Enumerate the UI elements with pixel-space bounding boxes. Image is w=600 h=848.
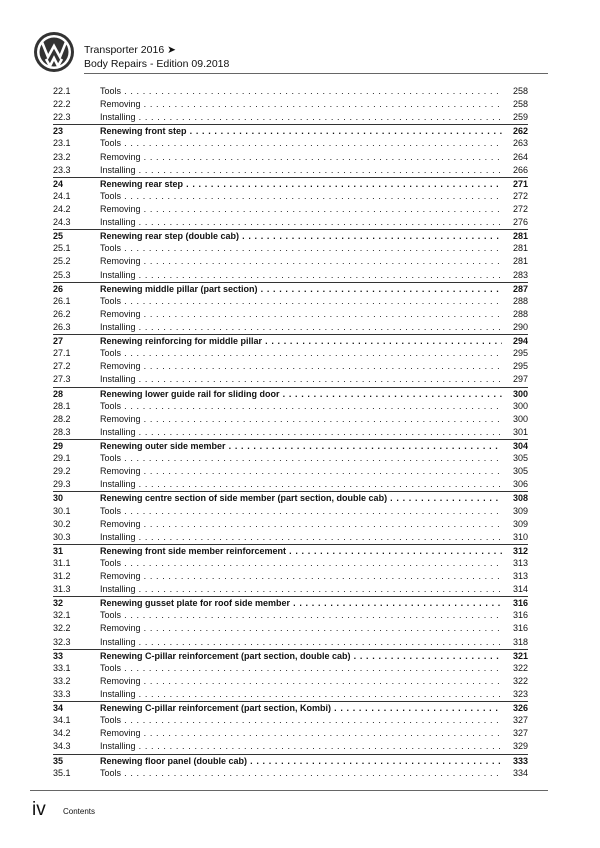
toc-entry-leader: [100, 203, 502, 216]
toc-entry-title: Installing: [100, 531, 136, 542]
toc-entry-title: Renewing floor panel (double cab): [100, 755, 248, 766]
toc-entry-number: 23.1: [53, 138, 71, 149]
toc-entry-page: 295: [512, 348, 528, 359]
toc-entry-number: 33.1: [53, 662, 71, 673]
toc-entry-leader: [100, 230, 502, 243]
toc-entry-number: 32: [53, 598, 64, 609]
toc-entry-page: 300: [512, 400, 528, 411]
toc-entry-page: 327: [512, 728, 528, 739]
toc-entry-row[interactable]: [53, 531, 528, 544]
toc-entry-number: 23.3: [53, 164, 71, 175]
toc-entry-leader: [100, 545, 502, 558]
toc-chapter-row[interactable]: [53, 544, 528, 557]
toc-entry-page: 294: [512, 336, 528, 347]
toc-entry-page: 322: [512, 662, 528, 673]
toc-entry-row[interactable]: [53, 255, 528, 268]
toc-entry-row[interactable]: [53, 373, 528, 386]
footer-label: Contents: [63, 807, 96, 816]
toc-entry-leader: [100, 727, 502, 740]
toc-entry-leader: [100, 111, 502, 124]
toc-entry-title: Removing: [100, 571, 141, 582]
toc-entry-leader: [100, 688, 502, 701]
toc-entry-number: 27: [53, 336, 64, 347]
toc-entry-title: Renewing gusset plate for roof side member: [100, 598, 291, 609]
toc-entry-title: Tools: [100, 400, 122, 411]
toc-entry-title: Tools: [100, 715, 122, 726]
toc-entry-title: Removing: [100, 466, 141, 477]
toc-entry-leader: [100, 755, 502, 768]
toc-entry-row[interactable]: [53, 452, 528, 465]
toc-entry-page: 266: [512, 164, 528, 175]
toc-entry-leader: [100, 85, 502, 98]
toc-entry-leader: [100, 98, 502, 111]
toc-entry-title: Renewing C-pillar reinforcement (part section, double cab): [100, 650, 351, 661]
toc-entry-leader: [100, 164, 502, 177]
toc-entry-number: 30: [53, 493, 64, 504]
toc-entry-row[interactable]: [53, 478, 528, 491]
toc-entry-page: 271: [512, 178, 528, 189]
toc-entry-leader: [100, 426, 502, 439]
toc-entry-number: 30.2: [53, 518, 71, 529]
toc-entry-number: 28.2: [53, 413, 71, 424]
toc-entry-title: Tools: [100, 610, 122, 621]
toc-entry-number: 24: [53, 178, 64, 189]
toc-entry-number: 26: [53, 283, 64, 294]
toc-entry-leader: [100, 636, 502, 649]
toc-entry-leader: [100, 767, 502, 780]
toc-entry-leader: [100, 125, 502, 138]
toc-entry-page: 333: [512, 755, 528, 766]
toc-entry-leader: [100, 308, 502, 321]
toc-entry-page: 329: [512, 741, 528, 752]
toc-entry-page: 281: [512, 243, 528, 254]
toc-entry-title: Renewing front step: [100, 126, 187, 137]
toc-entry-row[interactable]: [53, 714, 528, 727]
toc-entry-page: 272: [512, 190, 528, 201]
toc-entry-number: 29: [53, 440, 64, 451]
toc-entry-title: Removing: [100, 728, 141, 739]
toc-entry-leader: [100, 242, 502, 255]
footer-divider: [30, 790, 548, 791]
toc-entry-number: 28: [53, 388, 64, 399]
toc-entry-page: 310: [512, 531, 528, 542]
toc-entry-title: Installing: [100, 374, 136, 385]
toc-entry-leader: [100, 740, 502, 753]
toc-entry-title: Renewing reinforcing for middle pillar: [100, 336, 263, 347]
toc-entry-title: Installing: [100, 426, 136, 437]
toc-entry-title: Tools: [100, 190, 122, 201]
toc-entry-page: 297: [512, 374, 528, 385]
toc-entry-row[interactable]: [53, 465, 528, 478]
toc-entry-title: Removing: [100, 203, 141, 214]
toc-entry-title: Installing: [100, 269, 136, 280]
toc-entry-title: Tools: [100, 295, 122, 306]
toc-entry-number: 25.2: [53, 256, 71, 267]
toc-entry-row[interactable]: [53, 151, 528, 164]
toc-entry-number: 31.2: [53, 571, 71, 582]
toc-entry-title: Renewing rear step: [100, 178, 184, 189]
toc-entry-page: 326: [512, 703, 528, 714]
toc-entry-leader: [100, 609, 502, 622]
toc-entry-number: 26.1: [53, 295, 71, 306]
toc-entry-page: 287: [512, 283, 528, 294]
toc-entry-number: 25.1: [53, 243, 71, 254]
toc-entry-number: 31.1: [53, 557, 71, 568]
toc-entry-page: 321: [512, 650, 528, 661]
toc-entry-number: 24.1: [53, 190, 71, 201]
toc-chapter-row[interactable]: [53, 754, 528, 767]
toc-entry-page: 316: [512, 623, 528, 634]
toc-entry-title: Removing: [100, 623, 141, 634]
toc-entry-row[interactable]: [53, 675, 528, 688]
toc-entry-number: 29.2: [53, 466, 71, 477]
toc-entry-row[interactable]: [53, 557, 528, 570]
toc-entry-title: Tools: [100, 348, 122, 359]
toc-entry-leader: [100, 465, 502, 478]
toc-entry-row[interactable]: [53, 609, 528, 622]
toc-entry-leader: [100, 347, 502, 360]
toc-entry-leader: [100, 675, 502, 688]
toc-entry-row[interactable]: [53, 570, 528, 583]
toc-entry-number: 27.2: [53, 361, 71, 372]
toc-entry-number: 35.1: [53, 767, 71, 778]
toc-entry-leader: [100, 518, 502, 531]
toc-entry-row[interactable]: [53, 727, 528, 740]
toc-entry-page: 300: [512, 413, 528, 424]
toc-entry-row[interactable]: [53, 295, 528, 308]
toc-entry-leader: [100, 452, 502, 465]
toc-entry-leader: [100, 505, 502, 518]
toc-entry-page: 309: [512, 518, 528, 529]
toc-chapter-row[interactable]: [53, 701, 528, 714]
toc-entry-row[interactable]: [53, 662, 528, 675]
toc-entry-page: 334: [512, 767, 528, 778]
toc-entry-leader: [100, 255, 502, 268]
toc-entry-number: 26.2: [53, 308, 71, 319]
toc-entry-number: 32.3: [53, 636, 71, 647]
toc-entry-leader: [100, 190, 502, 203]
toc-entry-page: 288: [512, 295, 528, 306]
toc-entry-row[interactable]: [53, 242, 528, 255]
toc-entry-number: 25: [53, 231, 64, 242]
toc-entry-title: Installing: [100, 164, 136, 175]
toc-entry-title: Tools: [100, 505, 122, 516]
toc-entry-page: 295: [512, 361, 528, 372]
toc-entry-title: Tools: [100, 86, 122, 96]
toc-entry-page: 312: [512, 545, 528, 556]
toc-entry-page: 323: [512, 689, 528, 700]
toc-entry-leader: [100, 373, 502, 386]
toc-entry-title: Tools: [100, 138, 122, 149]
toc-entry-page: 288: [512, 308, 528, 319]
page-footer: [0, 790, 600, 830]
toc-chapter-row[interactable]: [53, 334, 528, 347]
toc-entry-title: Installing: [100, 584, 136, 595]
toc-entry-leader: [100, 413, 502, 426]
toc-entry-title: Removing: [100, 361, 141, 372]
toc-entry-title: Renewing lower guide rail for sliding door: [100, 388, 280, 399]
toc-entry-page: 300: [512, 388, 528, 399]
toc-entry-page: 314: [512, 584, 528, 595]
toc-entry-leader: [100, 583, 502, 596]
toc-entry-page: 304: [512, 440, 528, 451]
toc-entry-title: Renewing rear step (double cab): [100, 231, 240, 242]
toc-entry-row[interactable]: [53, 688, 528, 701]
toc-entry-title: Installing: [100, 321, 136, 332]
toc-entry-number: 31.3: [53, 584, 71, 595]
toc-entry-page: 272: [512, 203, 528, 214]
toc-entry-page: 262: [512, 126, 528, 137]
toc-entry-title: Removing: [100, 518, 141, 529]
document-subtitle: Body Repairs - Edition 09.2018: [84, 58, 230, 70]
toc-entry-leader: [100, 492, 502, 505]
toc-entry-number: 25.3: [53, 269, 71, 280]
toc-entry-number: 33: [53, 650, 64, 661]
toc-entry-page: 305: [512, 466, 528, 477]
toc-entry-leader: [100, 440, 502, 453]
toc-entry-page: 259: [512, 112, 528, 123]
page-number: iv: [32, 799, 46, 820]
toc-entry-page: 306: [512, 479, 528, 490]
toc-entry-leader: [100, 702, 502, 715]
toc-entry-page: 309: [512, 505, 528, 516]
toc-entry-number: 35: [53, 755, 64, 766]
toc-entry-leader: [100, 178, 502, 191]
toc-entry-leader: [100, 531, 502, 544]
toc-entry-number: 26.3: [53, 321, 71, 332]
toc-entry-number: 32.1: [53, 610, 71, 621]
toc-entry-title: Tools: [100, 767, 122, 778]
toc-entry-leader: [100, 335, 502, 348]
toc-entry-number: 23.2: [53, 151, 71, 162]
toc-entry-row[interactable]: [53, 360, 528, 373]
toc-entry-number: 24.2: [53, 203, 71, 214]
toc-entry-title: Installing: [100, 636, 136, 647]
toc-entry-page: 281: [512, 256, 528, 267]
toc-entry-number: 30.1: [53, 505, 71, 516]
toc-entry-number: 34.3: [53, 741, 71, 752]
document-title: Transporter 2016 ➤: [84, 44, 176, 56]
toc-entry-row[interactable]: [53, 216, 528, 229]
header-divider: [84, 73, 548, 74]
toc-entry-row[interactable]: [53, 98, 528, 111]
toc-chapter-row[interactable]: [53, 282, 528, 295]
toc-entry-number: 33.3: [53, 689, 71, 700]
toc-entry-title: Removing: [100, 675, 141, 686]
toc-entry-page: 281: [512, 231, 528, 242]
toc-entry-number: 30.3: [53, 531, 71, 542]
toc-entry-number: 31: [53, 545, 64, 556]
toc-entry-title: Tools: [100, 662, 122, 673]
toc-entry-row[interactable]: [53, 505, 528, 518]
toc-entry-title: Removing: [100, 413, 141, 424]
toc-entry-page: 276: [512, 217, 528, 228]
toc-entry-leader: [100, 557, 502, 570]
toc-entry-row[interactable]: [53, 85, 528, 98]
vw-logo-icon: [33, 31, 75, 73]
toc-entry-page: 313: [512, 557, 528, 568]
toc-entry-title: Installing: [100, 689, 136, 700]
toc-entry-number: 27.3: [53, 374, 71, 385]
toc-entry-page: 322: [512, 675, 528, 686]
toc-entry-title: Installing: [100, 112, 136, 123]
toc-entry-leader: [100, 269, 502, 282]
toc-entry-title: Installing: [100, 479, 136, 490]
toc-chapter-row[interactable]: [53, 177, 528, 190]
table-of-contents: [53, 85, 528, 780]
toc-entry-title: Installing: [100, 217, 136, 228]
toc-chapter-row[interactable]: [53, 124, 528, 137]
toc-entry-title: Installing: [100, 741, 136, 752]
toc-entry-leader: [100, 622, 502, 635]
toc-entry-leader: [100, 650, 502, 663]
toc-entry-title: Renewing front side member reinforcement: [100, 545, 287, 556]
toc-entry-number: 23: [53, 126, 64, 137]
toc-entry-number: 28.1: [53, 400, 71, 411]
toc-entry-leader: [100, 137, 502, 150]
toc-entry-title: Removing: [100, 256, 141, 267]
toc-entry-title: Removing: [100, 151, 141, 162]
toc-entry-leader: [100, 570, 502, 583]
toc-entry-row[interactable]: [53, 583, 528, 596]
toc-entry-title: Removing: [100, 308, 141, 319]
toc-entry-title: Renewing C-pillar reinforcement (part section, Kombi): [100, 703, 332, 714]
toc-entry-number: 22.3: [53, 112, 71, 123]
toc-entry-number: 29.1: [53, 453, 71, 464]
toc-entry-row[interactable]: [53, 269, 528, 282]
toc-entry-page: 283: [512, 269, 528, 280]
toc-entry-leader: [100, 216, 502, 229]
toc-entry-page: 308: [512, 493, 528, 504]
toc-entry-title: Removing: [100, 99, 141, 110]
toc-chapter-row[interactable]: [53, 596, 528, 609]
toc-chapter-row[interactable]: [53, 229, 528, 242]
toc-entry-title: Tools: [100, 243, 122, 254]
toc-entry-number: 22.2: [53, 99, 71, 110]
toc-chapter-row[interactable]: [53, 387, 528, 400]
toc-entry-title: Tools: [100, 453, 122, 464]
toc-entry-row[interactable]: [53, 190, 528, 203]
toc-chapter-row[interactable]: [53, 649, 528, 662]
toc-entry-page: 305: [512, 453, 528, 464]
toc-entry-row[interactable]: [53, 426, 528, 439]
toc-entry-title: Tools: [100, 557, 122, 568]
toc-entry-page: 258: [512, 86, 528, 96]
toc-entry-row[interactable]: [53, 347, 528, 360]
toc-entry-page: 316: [512, 610, 528, 621]
toc-entry-row[interactable]: [53, 164, 528, 177]
toc-entry-page: 316: [512, 598, 528, 609]
toc-entry-page: 301: [512, 426, 528, 437]
toc-entry-row[interactable]: [53, 413, 528, 426]
page-header: [0, 0, 600, 84]
toc-entry-row[interactable]: [53, 636, 528, 649]
toc-entry-page: 318: [512, 636, 528, 647]
toc-entry-row[interactable]: [53, 767, 528, 780]
toc-entry-page: 258: [512, 99, 528, 110]
toc-entry-number: 24.3: [53, 217, 71, 228]
toc-entry-leader: [100, 388, 502, 401]
toc-entry-leader: [100, 321, 502, 334]
toc-entry-leader: [100, 151, 502, 164]
toc-entry-page: 313: [512, 571, 528, 582]
toc-entry-row[interactable]: [53, 137, 528, 150]
toc-entry-row[interactable]: [53, 518, 528, 531]
toc-entry-row[interactable]: [53, 622, 528, 635]
toc-entry-row[interactable]: [53, 321, 528, 334]
toc-entry-number: 29.3: [53, 479, 71, 490]
toc-entry-leader: [100, 478, 502, 491]
toc-entry-page: 327: [512, 715, 528, 726]
toc-entry-leader: [100, 295, 502, 308]
toc-entry-row[interactable]: [53, 400, 528, 413]
toc-entry-number: 34: [53, 703, 64, 714]
toc-entry-number: 32.2: [53, 623, 71, 634]
toc-entry-row[interactable]: [53, 740, 528, 753]
toc-entry-page: 263: [512, 138, 528, 149]
toc-entry-row[interactable]: [53, 111, 528, 124]
toc-entry-number: 34.1: [53, 715, 71, 726]
toc-chapter-row[interactable]: [53, 491, 528, 504]
toc-entry-number: 34.2: [53, 728, 71, 739]
toc-entry-page: 290: [512, 321, 528, 332]
toc-entry-leader: [100, 360, 502, 373]
toc-entry-title: Renewing outer side member: [100, 440, 226, 451]
toc-entry-row[interactable]: [53, 203, 528, 216]
toc-entry-number: 22.1: [53, 86, 71, 96]
toc-entry-leader: [100, 714, 502, 727]
toc-entry-number: 28.3: [53, 426, 71, 437]
toc-entry-leader: [100, 400, 502, 413]
toc-entry-title: Renewing centre section of side member (part section, double cab): [100, 493, 388, 504]
toc-chapter-row[interactable]: [53, 439, 528, 452]
toc-entry-number: 33.2: [53, 675, 71, 686]
toc-entry-number: 27.1: [53, 348, 71, 359]
toc-entry-leader: [100, 662, 502, 675]
toc-entry-row[interactable]: [53, 308, 528, 321]
toc-entry-title: Renewing middle pillar (part section): [100, 283, 258, 294]
toc-entry-leader: [100, 283, 502, 296]
toc-entry-page: 264: [512, 151, 528, 162]
toc-entry-leader: [100, 597, 502, 610]
